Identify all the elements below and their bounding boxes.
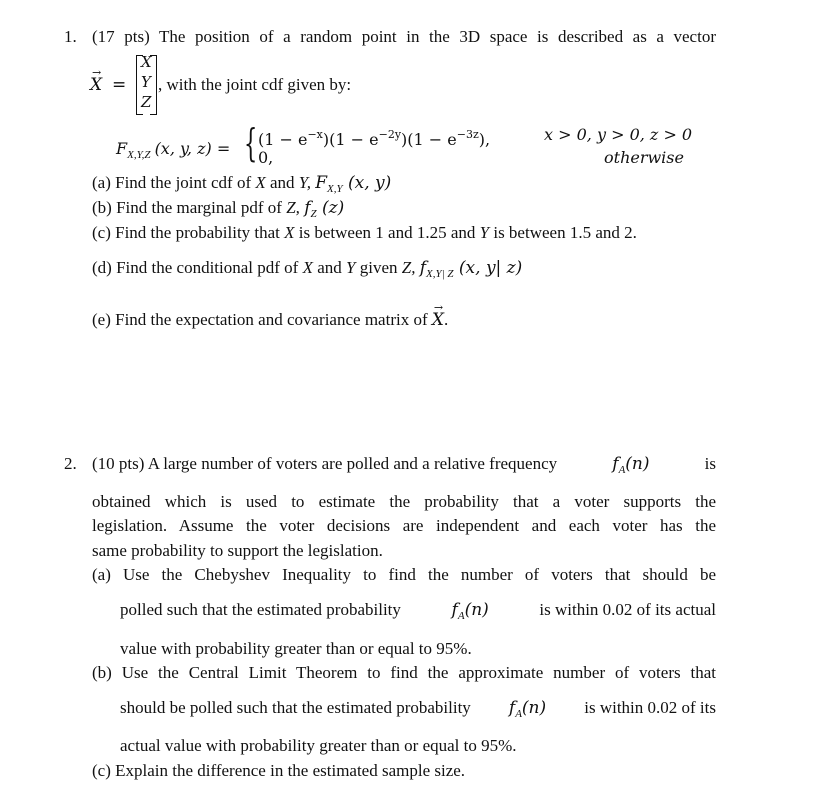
q1-vector-tail: , with the joint cdf given by: — [158, 75, 352, 94]
q2-line3: legislation. Assume the voter decisions are independent and each voter has the — [92, 516, 716, 535]
q2-part-a-line3: value with probability greater than or equal to 95%. — [120, 639, 472, 658]
q1-header: (17 pts) The position of a random point in the 3D space is described as a vector — [92, 27, 716, 46]
matrix-entry-y: Y — [141, 73, 151, 91]
q2-line1: (10 pts) A large number of voters are polled and a relative frequency $f_A(n)$ is — [92, 454, 716, 476]
q1-number: 1. — [64, 27, 77, 46]
q1-part-e: (e) Find the expectation and covariance matrix of → X. — [92, 310, 448, 330]
q1-part-c: (c) Find the probability that X is between 1 and 1.25 and Y is between 1.5 and 2. — [92, 223, 637, 242]
q1-part-d: (d) Find the conditional pdf of X and Y given Z, $f_{X,Y| Z}$ (x, y| z) — [92, 258, 523, 280]
matrix-entry-z: Z — [141, 93, 152, 111]
q2-part-b-line1: (b) Use the Central Limit Theorem to find the approximate number of voters that — [92, 663, 716, 682]
matrix-entry-x: X — [141, 53, 152, 71]
q1-cases-brace: { — [244, 121, 258, 165]
q1-vector-symbol: → X — [90, 75, 102, 95]
q1-case1-condition: x > 0, y > 0, z > 0 — [544, 125, 693, 144]
q1-part-a: (a) Find the joint cdf of X and Y, $F_{X,Y}$ (x, y) — [92, 173, 392, 195]
q1-equals: = — [112, 75, 127, 95]
q1-case2-condition: otherwise — [604, 148, 684, 167]
q2-part-a-line1: (a) Use the Chebyshev Inequality to find the number of voters that should be — [92, 565, 716, 584]
q1-case2-expression: 0, — [258, 148, 274, 167]
q2-line4: same probability to support the legislation. — [92, 541, 383, 560]
q1-cdf-lhs: $F_{X,Y,Z}$ (x, y, z) = — [116, 139, 231, 161]
q1-part-b: (b) Find the marginal pdf of Z, $f_Z$ (z) — [92, 198, 345, 220]
q2-part-c-line1: (c) Explain the difference in the estimated sample size. — [92, 761, 466, 780]
q2-number: 2. — [64, 454, 77, 473]
q2-line2: obtained which is used to estimate the probability that a voter supports the — [92, 492, 716, 511]
q2-part-b-line3: actual value with probability greater than or equal to 95%. — [120, 736, 517, 755]
q2-part-a-line2: polled such that the estimated probability $f_A(n)$ is within 0.02 of its actual — [120, 600, 716, 622]
q1-case1-expression: $(1 - e^{-x})(1 - e^{-2y})(1 - e^{-3z})$, — [258, 128, 491, 149]
q2-part-b-line2: should be polled such that the estimated probability $f_A(n)$ is within 0.02 of its — [120, 698, 716, 720]
